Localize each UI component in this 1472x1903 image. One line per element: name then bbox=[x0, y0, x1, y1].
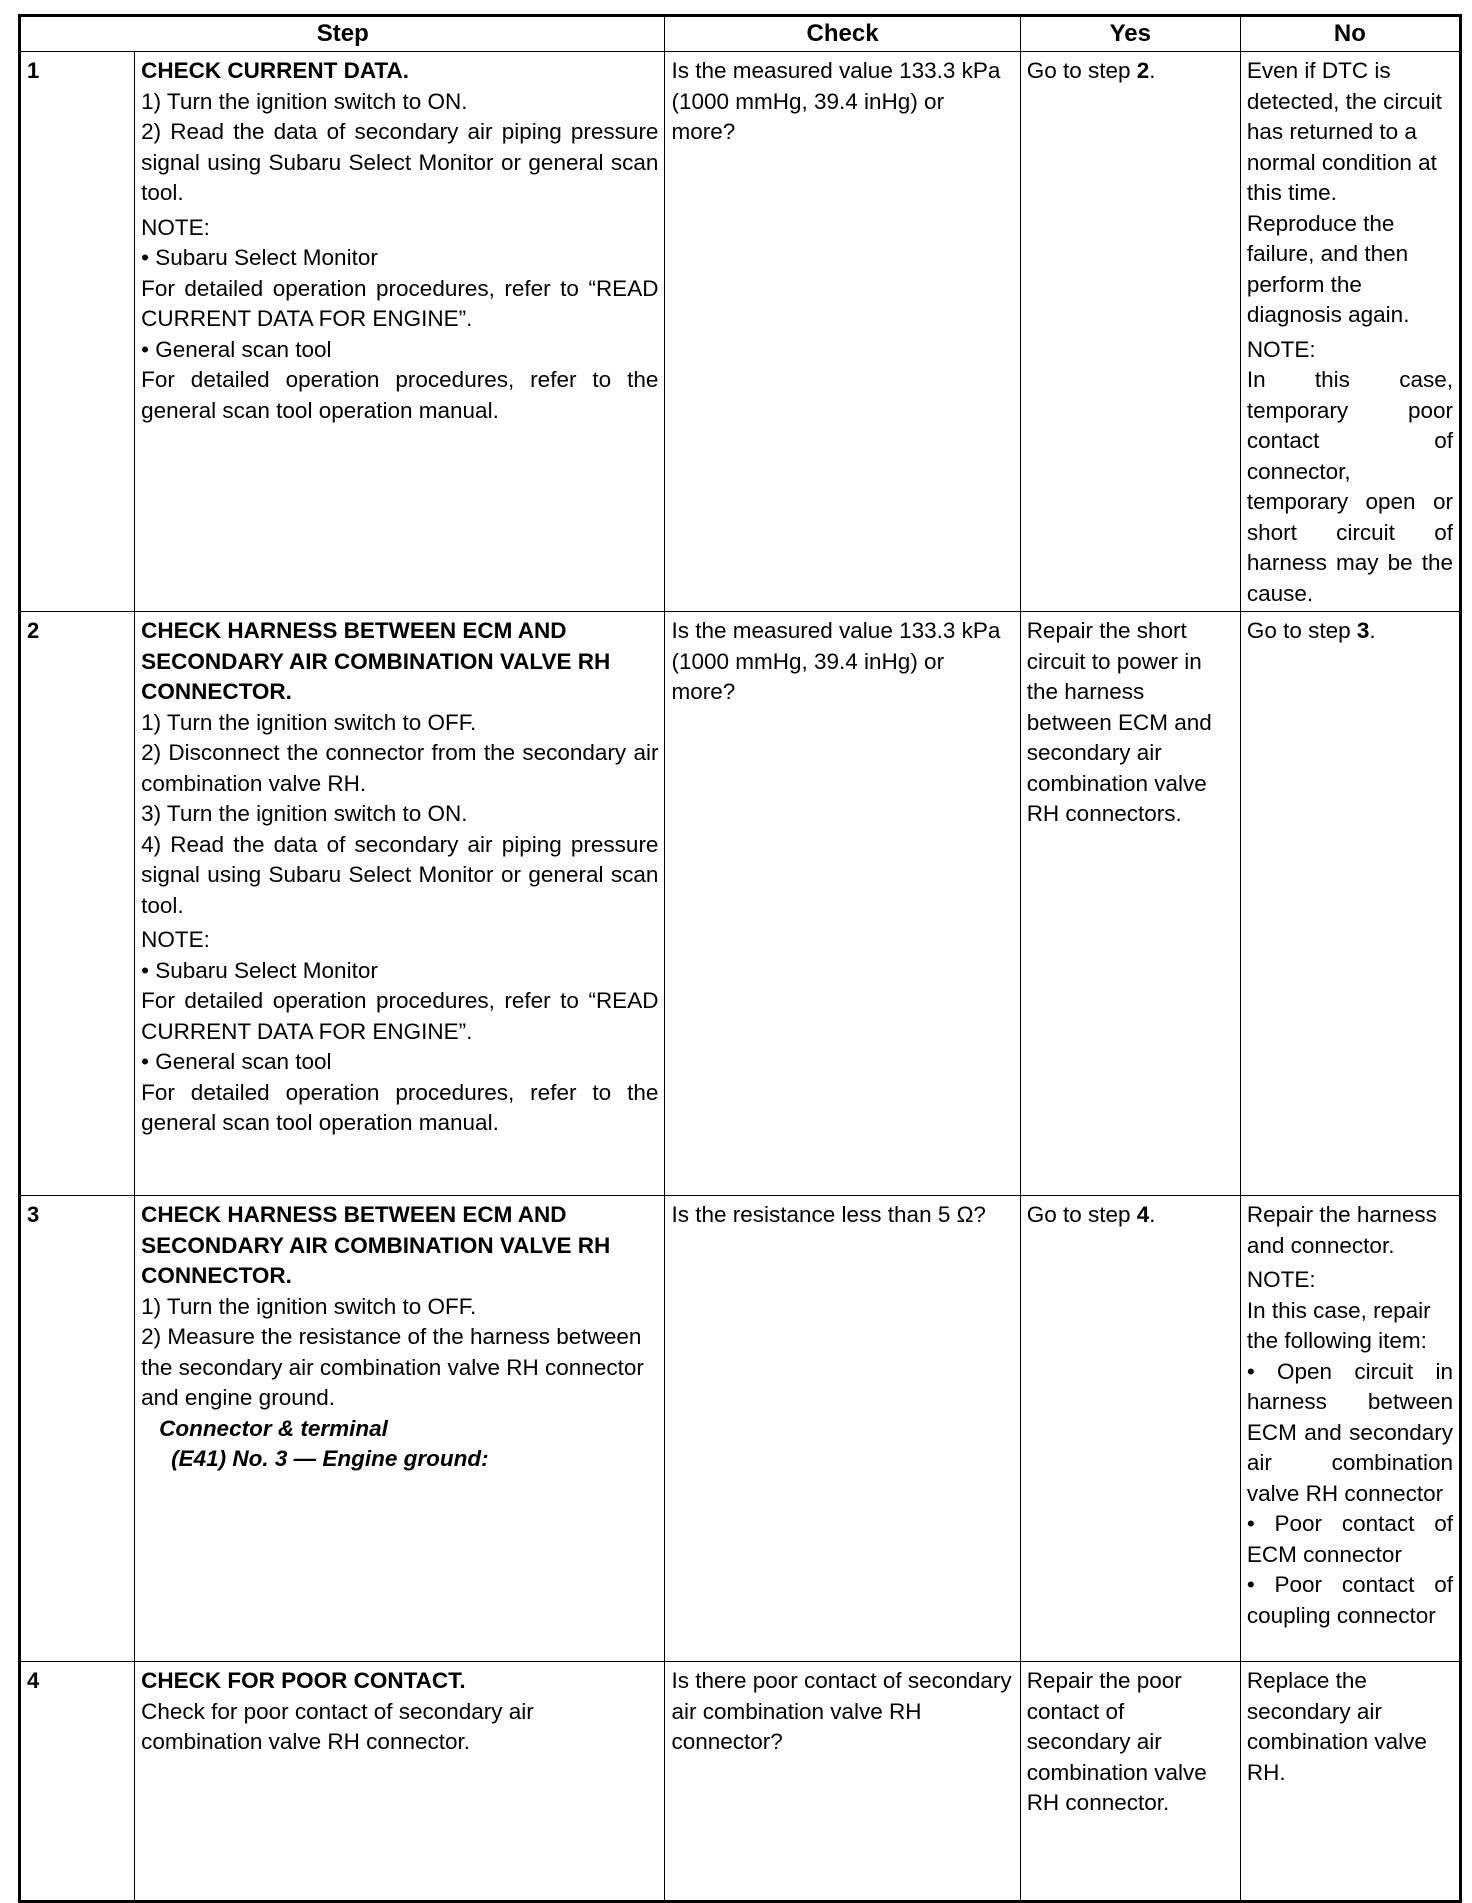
table-row bbox=[20, 1196, 1461, 1662]
step-number: 2 bbox=[20, 612, 135, 1196]
step-cell bbox=[135, 1662, 665, 1902]
note-line: For detailed operation procedures, refer to “READ CURRENT DATA FOR ENGINE”. bbox=[141, 988, 659, 1044]
header-row bbox=[20, 16, 1461, 52]
step-line: 1) Turn the ignition switch to OFF. bbox=[141, 1293, 477, 1319]
yes-step-number: 4 bbox=[1136, 1202, 1150, 1227]
note-line: For detailed operation procedures, refer to the general scan tool operation manual. bbox=[141, 367, 659, 423]
no-cell bbox=[1240, 52, 1460, 612]
table-row bbox=[20, 612, 1461, 1196]
header-no: No bbox=[1240, 16, 1460, 52]
yes-text-end: . bbox=[1149, 58, 1156, 83]
note-line: For detailed operation procedures, refer to “READ CURRENT DATA FOR ENGINE”. bbox=[141, 275, 659, 331]
step-cell bbox=[135, 1196, 665, 1662]
connector-label: Connector & terminal bbox=[159, 1415, 388, 1441]
note-line: For detailed operation procedures, refer to the general scan tool operation manual. bbox=[141, 1079, 659, 1135]
header-step: Step bbox=[20, 16, 665, 52]
no-cell bbox=[1240, 1196, 1460, 1662]
no-bullet: • Poor contact of coupling connector bbox=[1246, 1572, 1453, 1628]
yes-cell bbox=[1020, 1196, 1240, 1662]
check-cell: Is there poor contact of secondary air combination valve RH connector? bbox=[665, 1662, 1020, 1902]
step-title: CHECK FOR POOR CONTACT. bbox=[141, 1668, 466, 1693]
check-cell: Is the resistance less than 5 Ω? bbox=[665, 1196, 1020, 1662]
note-line: • General scan tool bbox=[141, 1049, 332, 1074]
header-check: Check bbox=[665, 16, 1020, 52]
no-step-number: 3 bbox=[1356, 618, 1370, 643]
yes-step-number: 2 bbox=[1136, 58, 1150, 83]
note-label: NOTE: bbox=[141, 214, 210, 240]
note-label: NOTE: bbox=[1246, 336, 1316, 362]
yes-cell bbox=[1020, 52, 1240, 612]
no-text-end: . bbox=[1369, 618, 1376, 643]
yes-text: Go to step bbox=[1026, 58, 1137, 83]
no-text: Go to step bbox=[1246, 618, 1357, 643]
yes-text: Go to step bbox=[1026, 1202, 1137, 1227]
step-body: Check for poor contact of secondary air combination valve RH connector. bbox=[141, 1698, 534, 1754]
yes-cell: Repair the short circuit to power in the harness between ECM and secondary air combination valve RH connectors. bbox=[1020, 612, 1240, 1196]
step-line: 1) Turn the ignition switch to OFF. bbox=[141, 709, 477, 735]
step-number: 1 bbox=[20, 52, 135, 612]
step-title: CHECK HARNESS BETWEEN ECM AND SECONDARY AIR COMBINATION VALVE RH CONNECTOR. bbox=[141, 1202, 611, 1288]
header-yes: Yes bbox=[1020, 16, 1240, 52]
check-cell: Is the measured value 133.3 kPa (1000 mmHg, 39.4 inHg) or more? bbox=[665, 612, 1020, 1196]
step-line: 4) Read the data of secondary air piping pressure signal using Subaru Select Monitor or general scan tool. bbox=[141, 831, 659, 918]
no-bullet: • Poor contact of ECM connector bbox=[1246, 1511, 1453, 1567]
no-note-text: In this case, temporary poor contact of connector, temporary open or short circuit of harness may be the cause. bbox=[1246, 367, 1453, 606]
step-number: 4 bbox=[20, 1662, 135, 1902]
note-line: • General scan tool bbox=[141, 336, 332, 362]
step-cell bbox=[135, 612, 665, 1196]
step-line: 1) Turn the ignition switch to ON. bbox=[141, 88, 468, 114]
step-line: 3) Turn the ignition switch to ON. bbox=[141, 801, 468, 826]
yes-cell: Repair the poor contact of secondary air combination valve RH connector. bbox=[1020, 1662, 1240, 1902]
no-note-text: In this case, repair the following item: bbox=[1246, 1297, 1431, 1353]
table-row bbox=[20, 1662, 1461, 1902]
yes-text-end: . bbox=[1149, 1202, 1156, 1227]
step-line: 2) Read the data of secondary air piping pressure signal using Subaru Select Monitor or general scan tool. bbox=[141, 119, 659, 205]
table-row bbox=[20, 52, 1461, 612]
step-number: 3 bbox=[20, 1196, 135, 1662]
no-text: Repair the harness and connector. bbox=[1246, 1202, 1437, 1258]
note-label: NOTE: bbox=[1246, 1267, 1316, 1292]
step-cell bbox=[135, 52, 665, 612]
note-line: • Subaru Select Monitor bbox=[141, 245, 378, 270]
check-cell: Is the measured value 133.3 kPa (1000 mmHg, 39.4 inHg) or more? bbox=[665, 52, 1020, 612]
step-line: 2) Disconnect the connector from the secondary air combination valve RH. bbox=[141, 740, 659, 796]
step-title: CHECK CURRENT DATA. bbox=[141, 58, 409, 83]
step-title: CHECK HARNESS BETWEEN ECM AND SECONDARY AIR COMBINATION VALVE RH CONNECTOR. bbox=[141, 618, 611, 704]
no-bullet: • Open circuit in harness between ECM and secondary air combination valve RH connector bbox=[1246, 1358, 1453, 1506]
no-text: Even if DTC is detected, the circuit has returned to a normal condition at this time. Reproduce the failure, and then perform the diagnosis again. bbox=[1246, 58, 1442, 327]
no-cell: Replace the secondary air combination valve RH. bbox=[1240, 1662, 1460, 1902]
note-label: NOTE: bbox=[141, 927, 210, 952]
step-line: 2) Measure the resistance of the harness between the secondary air combination valve RH connector and engine ground. bbox=[141, 1324, 644, 1410]
note-line: • Subaru Select Monitor bbox=[141, 957, 378, 983]
connector-terminal: (E41) No. 3 — Engine ground: bbox=[171, 1446, 489, 1471]
no-cell bbox=[1240, 612, 1460, 1196]
diagnosis-table bbox=[18, 14, 1462, 1903]
